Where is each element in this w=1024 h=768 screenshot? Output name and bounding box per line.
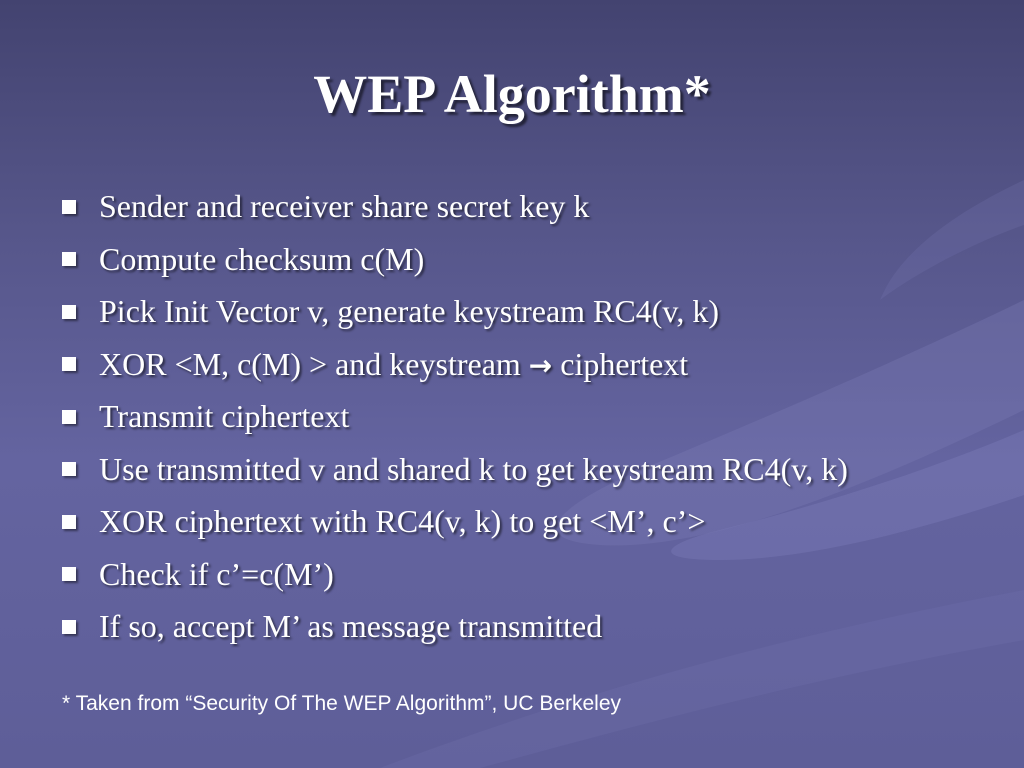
square-bullet-icon bbox=[62, 620, 76, 634]
bullet-item bbox=[62, 443, 848, 496]
bullet-text: If so, accept M’ as message transmitted bbox=[99, 608, 603, 644]
square-bullet-icon bbox=[62, 305, 76, 319]
bullet-item bbox=[62, 548, 848, 601]
bullet-text: XOR <M, c(M) > and keystream bbox=[99, 345, 521, 382]
square-bullet-icon bbox=[62, 515, 76, 529]
square-bullet-icon bbox=[62, 462, 76, 476]
bullet-text: Compute checksum c(M) bbox=[99, 240, 425, 277]
bullet-item bbox=[62, 285, 848, 338]
bullet-text: ciphertext bbox=[560, 345, 689, 382]
source-footnote: * Taken from “Security Of The WEP Algorithm”, UC Berkeley bbox=[62, 692, 622, 715]
square-bullet-icon bbox=[62, 410, 76, 424]
bullet-text: Check if c’=c(M’) bbox=[99, 555, 334, 592]
bullet-text: XOR ciphertext with RC4(v, k) to get <M’, c’> bbox=[99, 503, 706, 539]
bullet-text: Pick Init Vector v, generate keystream RC4(v, k) bbox=[99, 293, 719, 329]
right-arrow-icon: → bbox=[528, 348, 553, 382]
square-bullet-icon bbox=[62, 200, 76, 214]
bullet-item bbox=[62, 390, 848, 443]
square-bullet-icon bbox=[62, 252, 76, 266]
bullet-item bbox=[62, 180, 848, 233]
bullet-text: Use transmitted v and shared k to get keystream RC4(v, k) bbox=[99, 450, 848, 487]
bullet-item bbox=[62, 600, 848, 653]
square-bullet-icon bbox=[62, 567, 76, 581]
bullet-text: Sender and receiver share secret key k bbox=[99, 188, 590, 224]
slide-title: WEP Algorithm* bbox=[313, 64, 711, 124]
bullet-item bbox=[62, 338, 848, 391]
bullet-list bbox=[62, 180, 848, 653]
bullet-item bbox=[62, 233, 848, 286]
bullet-item bbox=[62, 495, 848, 548]
square-bullet-icon bbox=[62, 357, 76, 371]
bullet-text: Transmit ciphertext bbox=[99, 398, 350, 434]
